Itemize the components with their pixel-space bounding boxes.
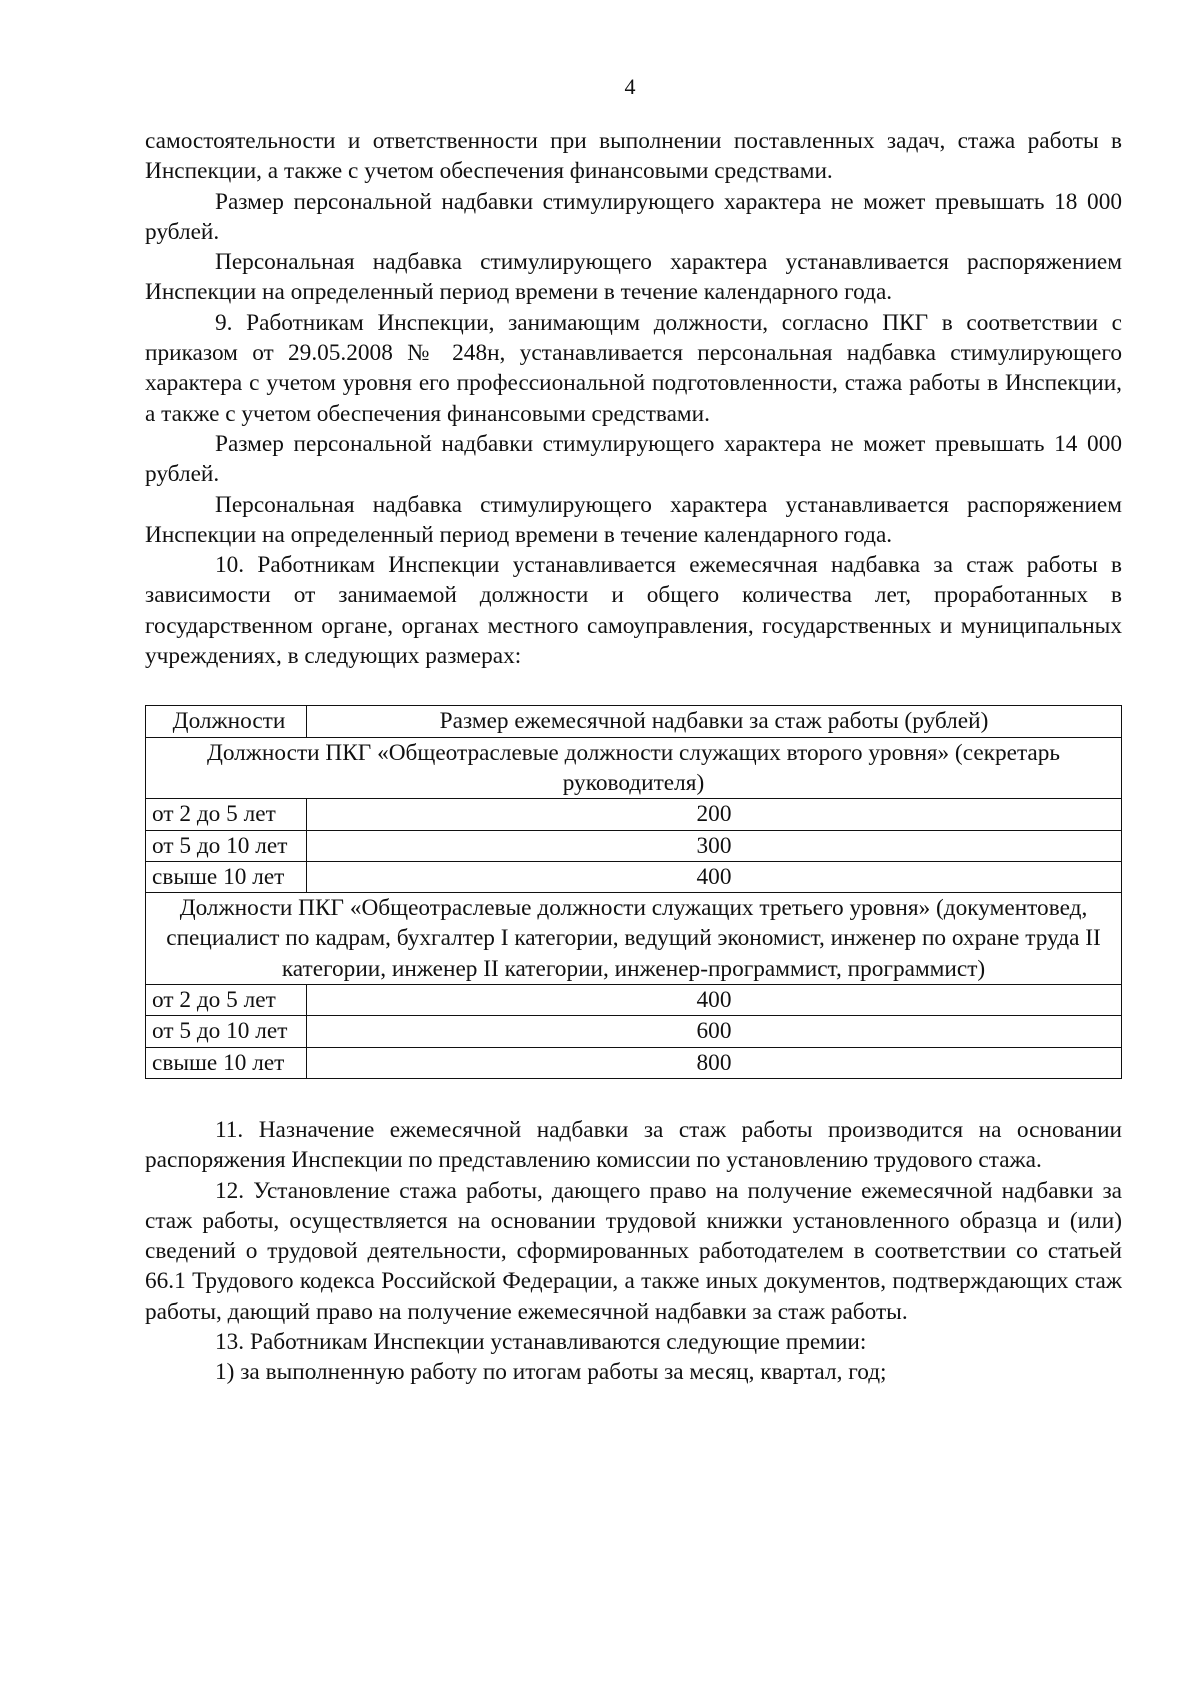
table-cell-amount: 300 bbox=[307, 830, 1122, 861]
table-group-row bbox=[146, 737, 1122, 799]
table-cell-amount: 600 bbox=[307, 1016, 1122, 1047]
paragraph-item-13-1: 1) за выполненную работу по итогам работы за месяц, квартал, год; bbox=[215, 1359, 887, 1386]
table-row bbox=[146, 985, 1122, 1016]
paragraph-allowance-order-1: Персональная надбавка стимулирующего характера устанавливается распоряжением Инспекции на определенный период времени в течение календарного года. bbox=[145, 249, 1122, 306]
table-group-title: Должности ПКГ «Общеотраслевые должности служащих третьего уровня» (документовед, специалист по кадрам, бухгалтер I категории, ведущий экономист, инженер по охране труда II категории, инженер II категории, инженер-программист, программист) bbox=[146, 893, 1122, 985]
table-row bbox=[146, 1016, 1122, 1047]
table-row bbox=[146, 861, 1122, 892]
table-header-positions: Должности bbox=[146, 706, 307, 737]
page-number: 4 bbox=[624, 74, 636, 99]
paragraph-item-11: 11. Назначение ежемесячной надбавки за стаж работы производится на основании распоряжения Инспекции по представлению комиссии по установлению трудового стажа. bbox=[145, 1116, 1122, 1174]
paragraph-item-10: 10. Работникам Инспекции устанавливается ежемесячная надбавка за стаж работы в зависимости от занимаемой должности и общего количества лет, проработанных в государственном органе, органах местного самоуправления, государственных и муниципальных учреждениях, в следующих размерах: bbox=[145, 552, 1122, 670]
table-row bbox=[146, 799, 1122, 830]
table-header-row bbox=[146, 706, 1122, 737]
table-cell-amount: 400 bbox=[307, 985, 1122, 1016]
paragraph-continuation: самостоятельности и ответственности при выполнении поставленных задач, стажа работы в Инспекции, а также с учетом обеспечения финансовыми средствами. bbox=[145, 128, 1122, 185]
table-cell-term: от 2 до 5 лет bbox=[146, 985, 307, 1016]
paragraph-allowance-order-2: Персональная надбавка стимулирующего характера устанавливается распоряжением Инспекции на определенный период времени в течение календарного года. bbox=[145, 491, 1122, 548]
table-cell-term: от 2 до 5 лет bbox=[146, 799, 307, 830]
paragraph-item-9: 9. Работникам Инспекции, занимающим должности, согласно ПКГ в соответствии с приказом от 29.05.2008 № 248н, устанавливается персональная надбавка стимулирующего характера с учетом уровня его профессиональной подготовленности, стажа работы в Инспекции, а также с учетом обеспечения финансовыми средствами. bbox=[145, 309, 1122, 427]
table-cell-amount: 200 bbox=[307, 799, 1122, 830]
seniority-allowance-table bbox=[145, 705, 1122, 1079]
table-group-row bbox=[146, 893, 1122, 985]
table-row bbox=[146, 830, 1122, 861]
table-cell-term: от 5 до 10 лет bbox=[146, 1016, 307, 1047]
table-row bbox=[146, 1047, 1122, 1078]
paragraph-item-12: 12. Установление стажа работы, дающего право на получение ежемесячной надбавки за стаж работы, осуществляется на основании трудовой книжки установленного образца и (или) сведений о трудовой деятельности, сформированных работодателем в соответствии со статьей 66.1 Трудового кодекса Российской Федерации, а также иных документов, подтверждающих стаж работы, дающий право на получение ежемесячной надбавки за стаж работы. bbox=[145, 1177, 1122, 1325]
paragraph-item-13: 13. Работникам Инспекции устанавливаются следующие премии: bbox=[215, 1328, 867, 1355]
document-body bbox=[145, 126, 1122, 1388]
table-cell-term: свыше 10 лет bbox=[146, 861, 307, 892]
table-group-title: Должности ПКГ «Общеотраслевые должности служащих второго уровня» (секретарь руководителя) bbox=[146, 737, 1122, 799]
table-cell-term: свыше 10 лет bbox=[146, 1047, 307, 1078]
paragraph-max-allowance-14000: Размер персональной надбавки стимулирующего характера не может превышать 14 000 рублей. bbox=[145, 430, 1122, 488]
table-cell-amount: 400 bbox=[307, 861, 1122, 892]
paragraph-max-allowance-18000: Размер персональной надбавки стимулирующего характера не может превышать 18 000 рублей. bbox=[145, 188, 1122, 245]
table-cell-amount: 800 bbox=[307, 1047, 1122, 1078]
table-cell-term: от 5 до 10 лет bbox=[146, 830, 307, 861]
table-header-amount: Размер ежемесячной надбавки за стаж работы (рублей) bbox=[307, 706, 1122, 737]
